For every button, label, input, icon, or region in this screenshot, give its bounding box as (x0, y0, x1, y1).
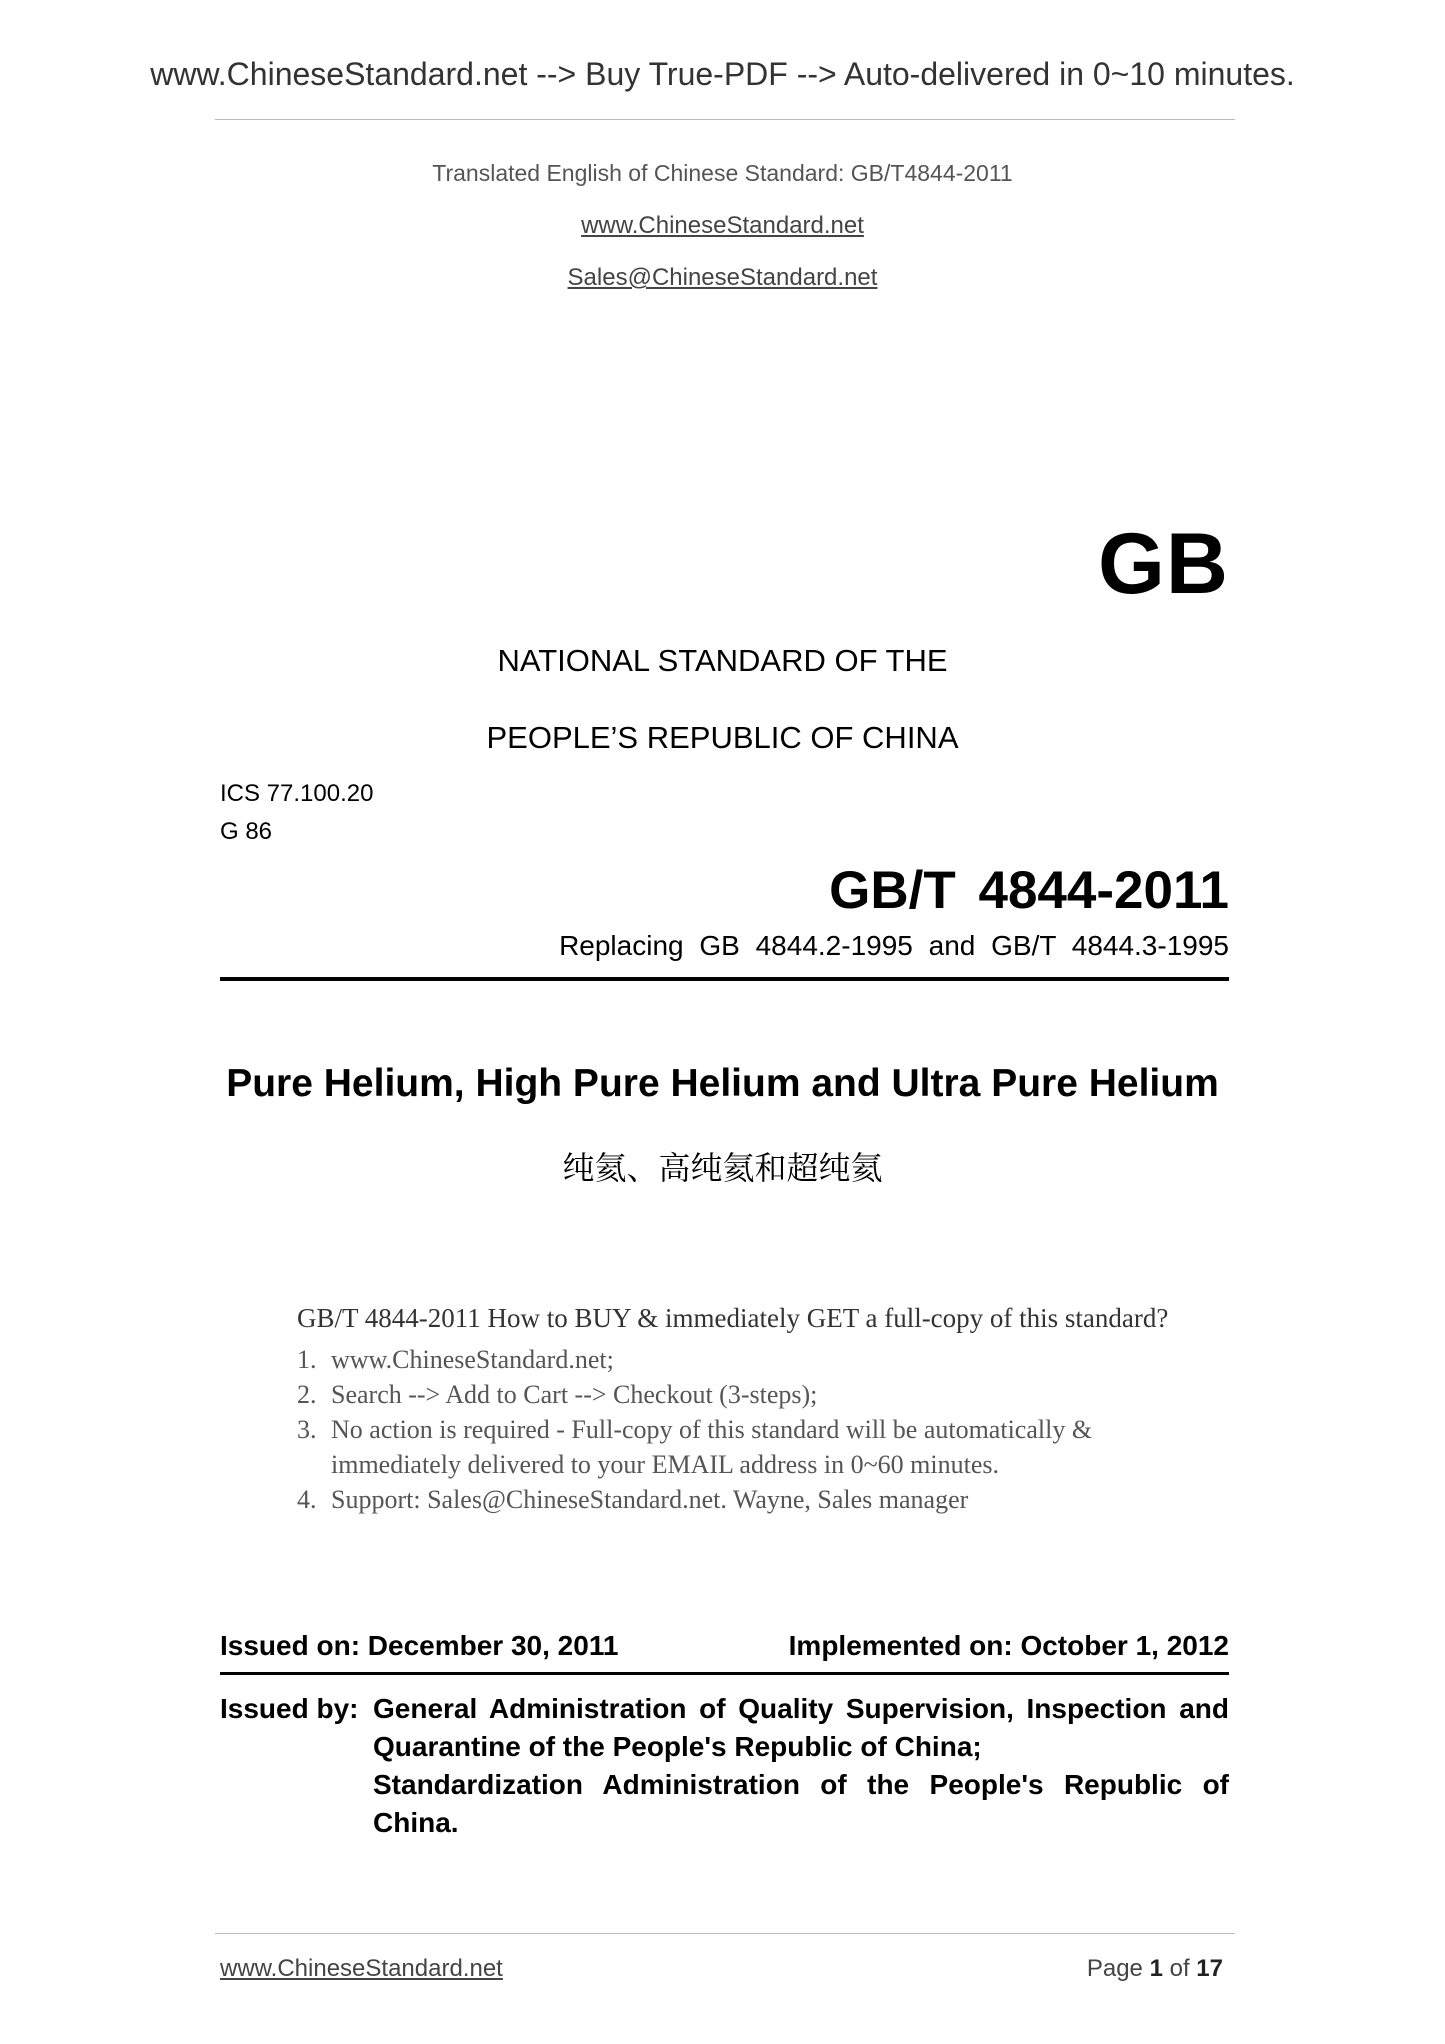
standard-number: GB/T 4844-2011 (829, 861, 1229, 920)
purchase-title: GB/T 4844-2011 How to BUY & immediately GET a full-copy of this standard? (297, 1303, 1169, 1333)
issued-by-label: Issued by: (220, 1693, 359, 1724)
list-item (297, 1377, 1197, 1412)
step-number: 1. (297, 1345, 317, 1374)
website-link[interactable]: www.ChineseStandard.net (581, 212, 864, 239)
issued-on-date: Issued on: December 30, 2011 (220, 1630, 619, 1661)
step-text: Support: Sales@ChineseStandard.net. Wayne, Sales manager (331, 1485, 969, 1514)
page-of: of (1169, 1955, 1190, 1982)
national-standard-line-2: PEOPLE’S REPUBLIC OF CHINA (486, 720, 959, 755)
list-item (297, 1412, 1197, 1482)
national-standard-line-1: NATIONAL STANDARD OF THE (497, 643, 948, 678)
page-label: Page (1086, 1955, 1143, 1982)
footer-website-link[interactable]: www.ChineseStandard.net (220, 1955, 503, 1982)
list-item (297, 1482, 1197, 1517)
email-link[interactable]: Sales@ChineseStandard.net (567, 264, 878, 291)
translated-line: Translated English of Chinese Standard: GB/T4844-2011 (432, 160, 1013, 186)
step-number: 4. (297, 1485, 317, 1514)
purchase-instructions (297, 1303, 1197, 1517)
title-divider (220, 977, 1229, 981)
title-chinese: 纯氦、高纯氦和超纯氦 (562, 1149, 883, 1187)
classification-code: G 86 (220, 818, 273, 845)
top-banner[interactable]: www.ChineseStandard.net --> Buy True-PDF --> Auto-delivered in 0~10 minutes. (150, 56, 1295, 92)
header-divider (215, 119, 1235, 120)
step-text: No action is required - Full-copy of this standard will be automatically & immediately delivered to your EMAIL address in 0~60 minutes. (331, 1415, 1093, 1479)
issued-by-authority-2: Standardization Administration of the People's Republic of China. (373, 1769, 1229, 1838)
list-item (297, 1342, 1197, 1377)
issue-divider (220, 1672, 1229, 1675)
step-number: 3. (297, 1415, 317, 1444)
purchase-steps (297, 1342, 1197, 1517)
replacing-note: Replacing GB 4844.2-1995 and GB/T 4844.3-1995 (559, 930, 1229, 961)
implemented-on-date: Implemented on: October 1, 2012 (788, 1630, 1229, 1661)
step-number: 2. (297, 1380, 317, 1409)
issued-by-authority-1: General Administration of Quality Supervision, Inspection and Quarantine of the People's Republic of China; (373, 1693, 1229, 1762)
ics-code: ICS 77.100.20 (220, 780, 374, 807)
page-total: 17 (1196, 1955, 1223, 1982)
page-indicator (1087, 1955, 1223, 1983)
title-english: Pure Helium, High Pure Helium and Ultra Pure Helium (226, 1062, 1219, 1105)
step-text[interactable]: www.ChineseStandard.net; (331, 1345, 614, 1374)
footer-divider (215, 1933, 1235, 1934)
page-current: 1 (1149, 1955, 1163, 1982)
gb-logo: GB (1098, 516, 1229, 612)
issued-by-block (220, 1690, 1229, 1842)
step-text: Search --> Add to Cart --> Checkout (3-steps); (331, 1380, 818, 1409)
